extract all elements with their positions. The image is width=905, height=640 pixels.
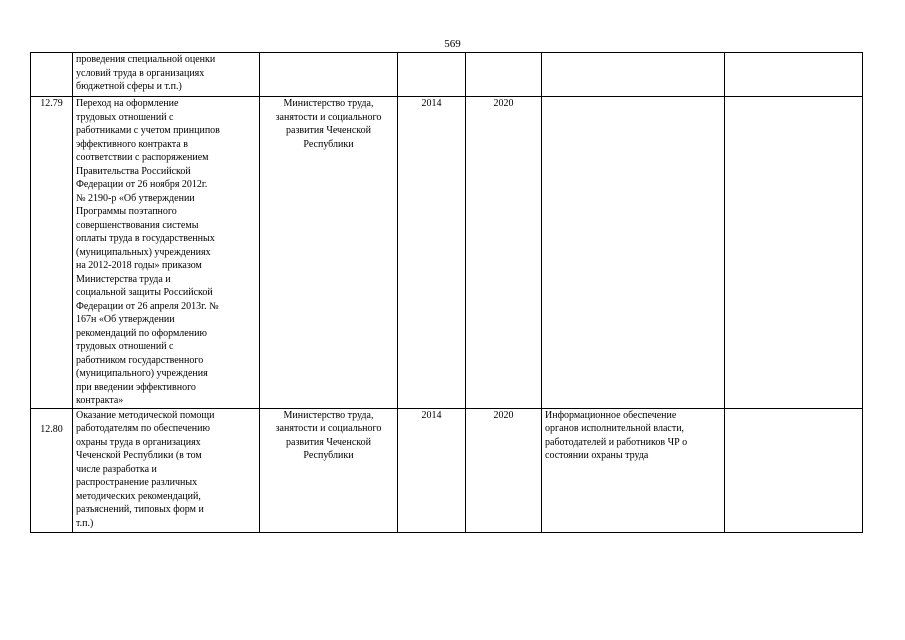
row-number: 12.80 (40, 423, 63, 435)
description-cell (73, 97, 260, 409)
executor-cell (260, 408, 398, 532)
row-number-cell (31, 97, 73, 409)
result-cell (542, 53, 725, 97)
end-year: 2020 (493, 409, 514, 421)
start-year: 2014 (421, 409, 442, 421)
start-year: 2014 (421, 98, 442, 109)
table-row (31, 97, 863, 409)
note-cell (725, 97, 863, 409)
note-cell (725, 53, 863, 97)
table-row (31, 53, 863, 97)
description-text: проведения специальной оценки условий труда в организациях бюджетной сферы и т.п.) (76, 54, 216, 92)
executor-cell (260, 97, 398, 409)
row-number: 12.79 (40, 98, 63, 109)
page-number: 569 (444, 38, 461, 50)
description-text: Переход на оформление трудовых отношений с работниками с учетом принципов эффективного контракта в соответствии с распоряжением Правительства Российской Федерации от 26 ноября 2012г. № 2190-р «Об утверждении Программы поэтапного совершенствования системы оплаты труда в государственных (муниципальных) учреждениях на 2012-2018 годы» приказом Министерства труда и социальной защиты Российской Федерации от 26 апреля 2013г. № 167н «Об утверждении рекомендаций по оформлению трудовых отношений с работником государственного (муниципального) учреждения при введении эффективного контракта» (76, 98, 220, 406)
row-number-cell (31, 53, 73, 97)
row-number-cell (31, 408, 73, 532)
description-cell (73, 53, 260, 97)
executor-cell (260, 53, 398, 97)
result-cell (542, 97, 725, 409)
description-text: Оказание методической помощи работодателям по обеспечению охраны труда в организациях Чеченской Республики (в том числе разработка и распространение различных методических рекомендаций, разъяснений, типовых форм и т.п.) (76, 409, 215, 529)
result-cell (542, 408, 725, 532)
end-year-cell (466, 97, 542, 409)
end-year-cell (466, 53, 542, 97)
result-text: Информационное обеспечение органов исполнительной власти, работодателей и работников ЧР о состоянии охраны труда (545, 409, 688, 461)
start-year-cell (398, 408, 466, 532)
end-year: 2020 (493, 98, 514, 109)
start-year-cell (398, 97, 466, 409)
end-year-cell (466, 408, 542, 532)
table-row (31, 408, 863, 532)
executor-text: Министерство труда, занятости и социального развития Чеченской Республики (275, 409, 382, 461)
program-measures-table (30, 52, 863, 533)
description-cell (73, 408, 260, 532)
start-year-cell (398, 53, 466, 97)
note-cell (725, 408, 863, 532)
executor-text: Министерство труда, занятости и социального развития Чеченской Республики (275, 98, 382, 150)
